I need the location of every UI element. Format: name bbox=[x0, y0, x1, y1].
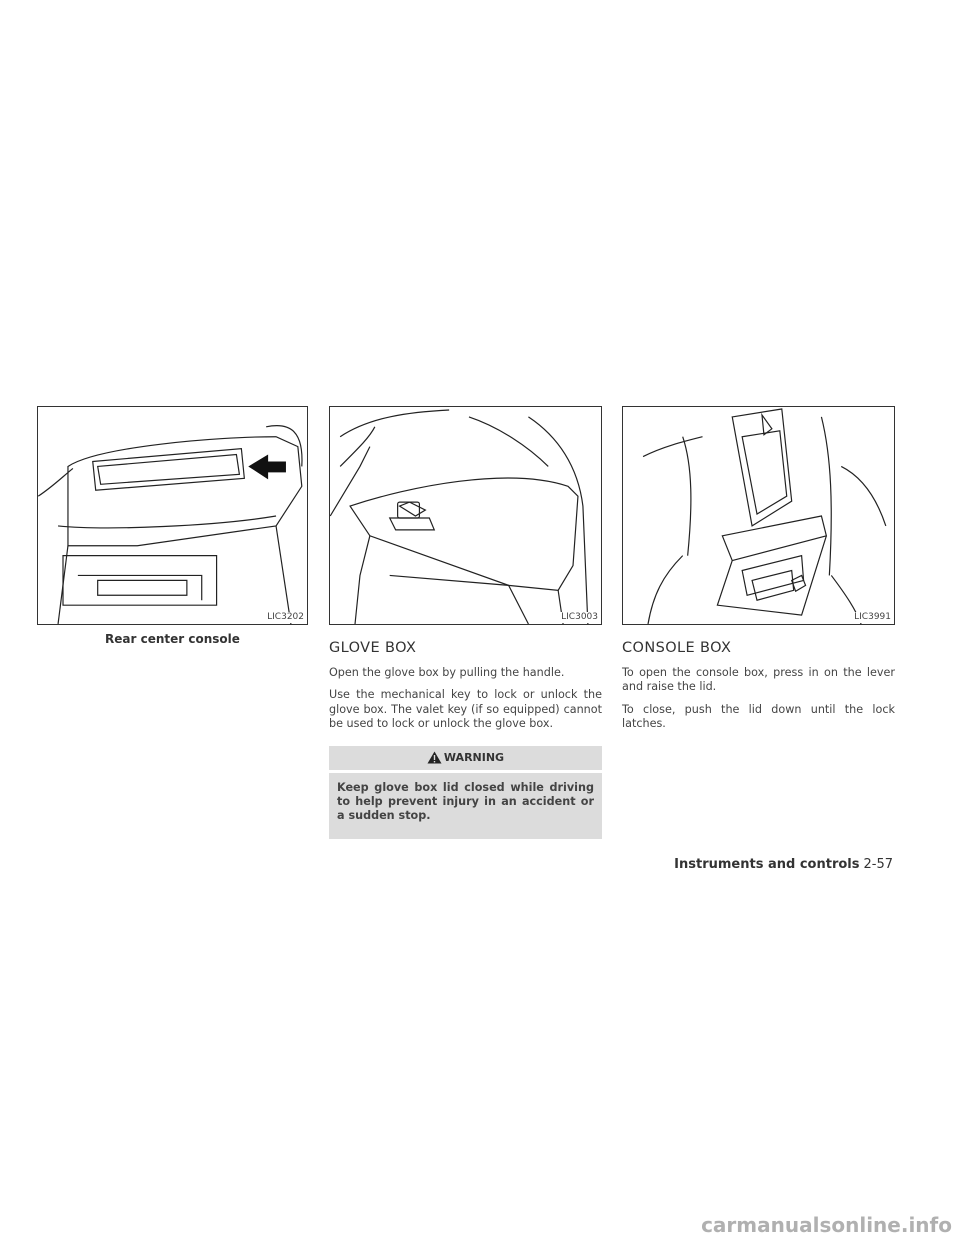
section-title: CONSOLE BOX bbox=[622, 640, 732, 656]
warning-label: WARNING bbox=[443, 751, 505, 765]
page-footer bbox=[560, 857, 893, 872]
console-box-section bbox=[622, 640, 895, 740]
paragraph: Open the glove box by pulling the handle. bbox=[329, 666, 565, 679]
page-number: 2-57 bbox=[863, 857, 893, 872]
paragraph: To close, push the lid down until the lock latches. bbox=[622, 702, 895, 731]
watermark: carmanualsonline.info bbox=[701, 1213, 952, 1237]
figure-code: LIC3991 bbox=[854, 612, 891, 622]
figure-code: LIC3202 bbox=[267, 612, 304, 622]
warning-box bbox=[329, 746, 602, 839]
arrow-icon bbox=[248, 455, 286, 480]
figure-console-box bbox=[622, 406, 895, 625]
figure-glove-box bbox=[329, 406, 602, 625]
console-box-illustration bbox=[623, 407, 894, 624]
warning-header bbox=[329, 746, 602, 773]
warning-icon bbox=[427, 751, 442, 764]
figure-code: LIC3003 bbox=[561, 612, 598, 622]
section-title: GLOVE BOX bbox=[329, 640, 417, 656]
paragraph: To open the console box, press in on the lever and raise the lid. bbox=[622, 666, 895, 694]
glove-box-illustration bbox=[330, 407, 601, 624]
section-name: Instruments and controls bbox=[674, 857, 860, 872]
glove-box-section bbox=[329, 640, 602, 839]
warning-text: Keep glove box lid closed while driving to help prevent injury in an accident or a sudden stop. bbox=[337, 780, 594, 823]
figure-caption: Rear center console bbox=[105, 632, 240, 646]
rear-console-illustration bbox=[38, 407, 307, 624]
paragraph: Use the mechanical key to lock or unlock the glove box. The valet key (if so equipped) cannot be used to lock or unlock the glove box. bbox=[329, 688, 602, 731]
figure-rear-center-console bbox=[37, 406, 308, 625]
